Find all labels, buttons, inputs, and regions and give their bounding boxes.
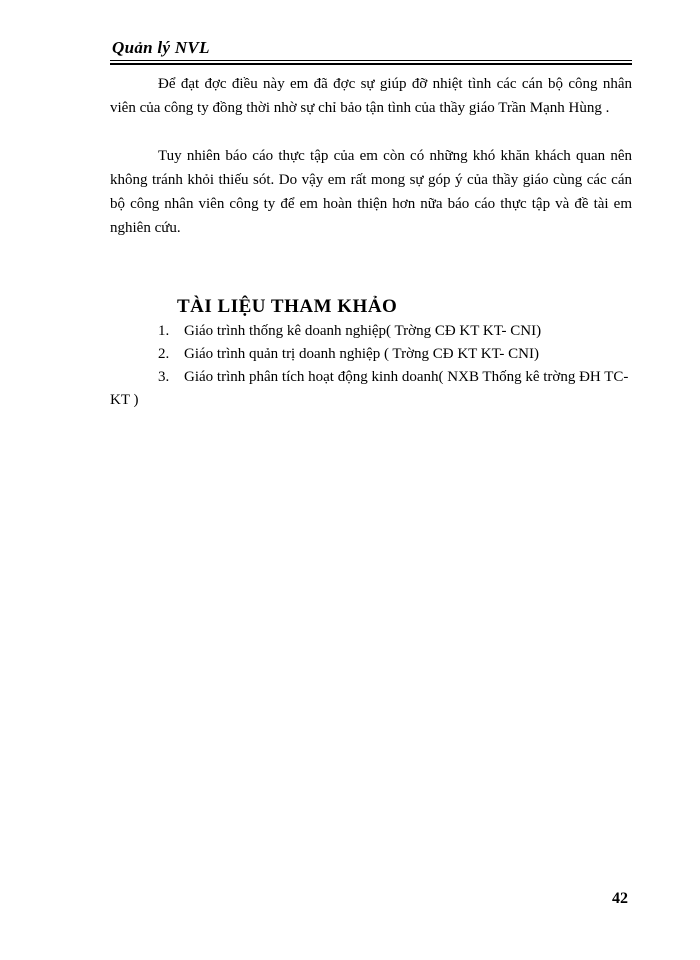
header-rule-thin [110, 60, 632, 61]
references-heading: TÀI LIỆU THAM KHẢO [177, 296, 398, 317]
reference-number: 1. [158, 323, 170, 339]
paragraph-text: Tuy nhiên báo cáo thực tập của em còn có những khó khăn khách quan nên không tránh khỏi thiếu sót. Do vậy em rất mong sự góp ý của thầy giáo cùng các cán bộ công nhân viên công ty để em hoàn thiện hơn nữa báo cáo thực tập và đề tài em nghiên cứu. [110, 148, 632, 236]
reference-text: Giáo trình quản trị doanh nghiệp ( Trờng CĐ KT KT- CNI) [184, 346, 539, 362]
reference-number: 3. [158, 369, 170, 385]
header-rule-thick [110, 63, 632, 65]
reference-item [110, 366, 632, 412]
reference-item [110, 320, 632, 343]
reference-item [110, 343, 632, 366]
running-header-title: Quản lý NVL [112, 38, 210, 57]
paragraph-text: Để đạt đợc điều này em đã đợc sự giúp đỡ nhiệt tình các cán bộ công nhân viên của công ty đồng thời nhờ sự chỉ bảo tận tình của thầy giáo Trần Mạnh Hùng . [110, 76, 632, 116]
reference-number: 2. [158, 346, 170, 362]
page-number: 42 [612, 890, 628, 907]
references-list [110, 320, 632, 412]
reference-text: Giáo trình phân tích hoạt động kinh doanh( NXB Thống kê trờng ĐH TC- KT ) [110, 369, 629, 408]
body-paragraph-1 [110, 72, 632, 120]
body-paragraph-2 [110, 144, 632, 240]
reference-text: Giáo trình thống kê doanh nghiệp( Trờng CĐ KT KT- CNI) [184, 323, 542, 339]
